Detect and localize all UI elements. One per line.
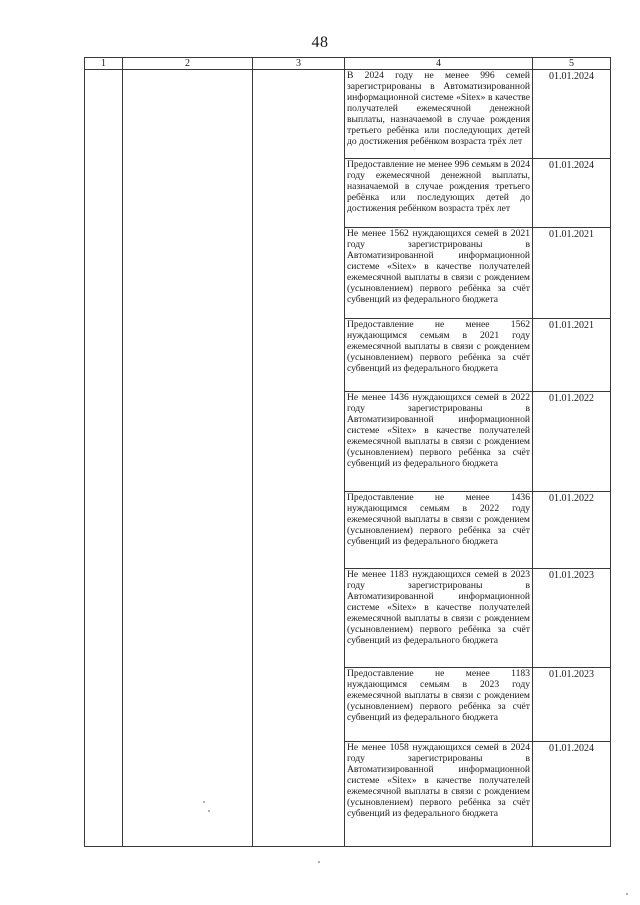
result-date: 01.01.2023 [549,570,594,581]
result-date: 01.01.2023 [549,669,594,680]
column-header-4: 4 [345,58,533,70]
result-date: 01.01.2021 [549,320,594,331]
result-description: Предоставление не менее 1183 нуждающимся семьям в 2023 году ежемесячной выплаты в связи с рождением (усыновлением) первого ребёнка за счёт субвенций из федерального бюджета [347,668,530,723]
result-description: Предоставление не менее 1562 нуждающимся семьям в 2021 году ежемесячной выплаты в связи с рождением (усыновлением) первого ребёнка за счёт субвенций из федерального бюджета [347,319,530,374]
result-description: Не менее 1436 нуждающихся семей в 2022 году зарегистрированы в Автоматизированной информационной системе «Sitex» в качестве получателей ежемесячной выплаты в связи с рождением (усыновлением) первого ребёнка за счёт субвенций из федерального бюджета [347,392,530,469]
result-description: Предоставление не менее 996 семьям в 2024 году ежемесячной денежной выплаты, назначаемой в случае рождения третьего ребёнка или последующих детей до достижения ребёнком возраста трёх лет [347,159,530,214]
table-header-row [85,58,611,70]
column-1-merged-cell [85,70,123,847]
column-header-1: 1 [85,58,123,70]
result-date: 01.01.2021 [549,229,594,240]
column-header-2: 2 [123,58,253,70]
table-row [85,70,611,159]
result-description: В 2024 году не менее 996 семей зарегистрированы в Автоматизированной информационной системе «Sitex» в качестве получателей ежемесячной денежной выплаты, назначаемой в случае рождения третьего ребёнка или последующих детей до достижения ребёнком возраста трёх лет [347,70,530,147]
column-3-merged-cell [253,70,345,847]
result-date: 01.01.2022 [549,393,594,404]
result-description: Не менее 1183 нуждающихся семей в 2023 году зарегистрированы в Автоматизированной информационной системе «Sitex» в качестве получателей ежемесячной выплаты в связи с рождением (усыновлением) первого ребёнка за счёт субвенций из федерального бюджета [347,569,530,646]
result-date: 01.01.2024 [549,160,594,171]
page-number: 48 [311,34,329,51]
scan-speck [203,801,205,803]
column-2-merged-cell [123,70,253,847]
results-table [84,57,611,847]
result-date: 01.01.2022 [549,493,594,504]
scan-speck [626,893,628,895]
column-header-5: 5 [533,58,611,70]
result-date: 01.01.2024 [549,71,594,82]
result-description: Не менее 1058 нуждающихся семей в 2024 году зарегистрированы в Автоматизированной информационной системе «Sitex» в качестве получателей ежемесячной выплаты в связи с рождением (усыновлением) первого ребёнка за счёт субвенций из федерального бюджета [347,742,530,819]
result-description: Предоставление не менее 1436 нуждающимся семьям в 2022 году ежемесячной выплаты в связи с рождением (усыновлением) первого ребёнка за счёт субвенций из федерального бюджета [347,492,530,547]
scan-speck [208,810,210,812]
column-header-3: 3 [253,58,345,70]
scan-speck [318,861,320,863]
result-description: Не менее 1562 нуждающихся семей в 2021 году зарегистрированы в Автоматизированной информационной системе «Sitex» в качестве получателей ежемесячной выплаты в связи с рождением (усыновлением) первого ребёнка за счёт субвенций из федерального бюджета [347,228,530,305]
result-date: 01.01.2024 [549,743,594,754]
